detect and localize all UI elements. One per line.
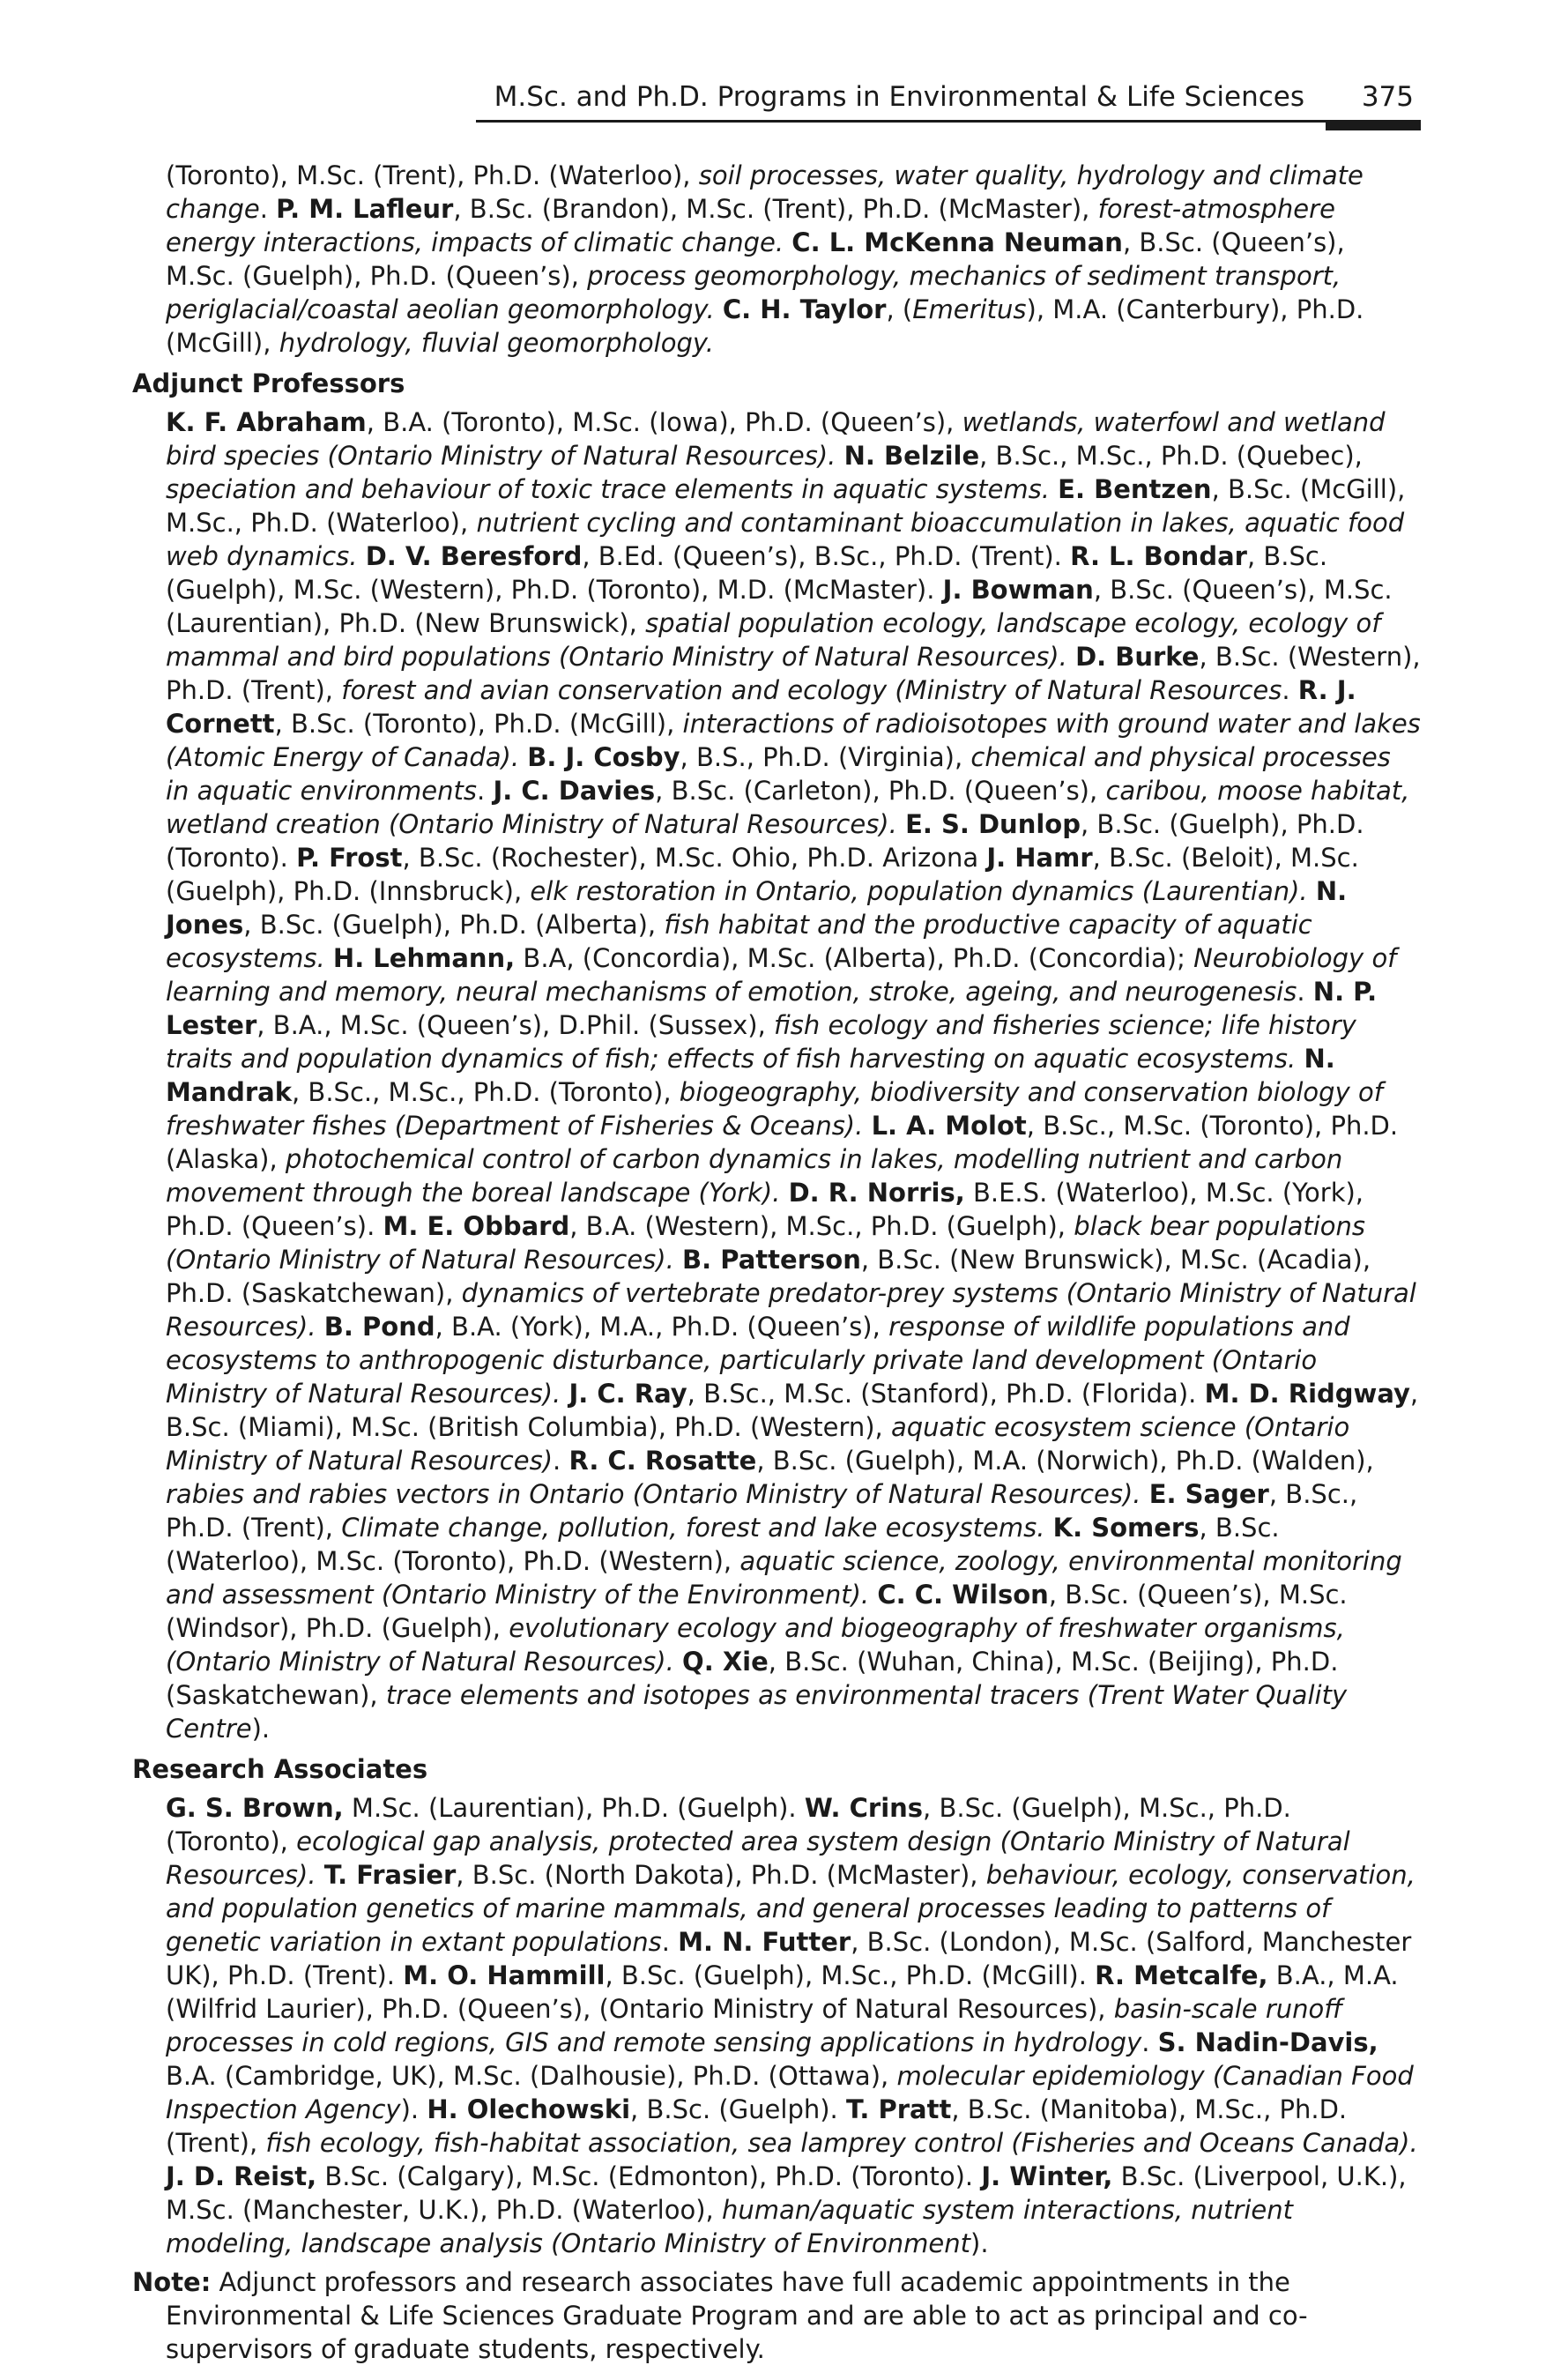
person-name: J. C. Ray [568,1379,687,1409]
credentials-text: M.Sc. (Laurentian), Ph.D. (Guelph). [343,1793,805,1823]
credentials-text: . [1141,2027,1158,2057]
research-interest: Climate change, pollution, forest and lake ecosystems. [341,1513,1045,1543]
person-name: J. Winter, [981,2161,1113,2191]
research-associates-paragraph [166,1791,1421,2260]
credentials-text: , B.Sc., M.Sc., Ph.D. (Toronto), [292,1077,680,1107]
person-name: E. S. Dunlop [905,809,1081,839]
person-name: C. H. Taylor [722,294,887,324]
research-interest: fish ecology and fisheries science; life history traits and population dynamics of fish; effects of fish harvesting on aquatic ecosystems. [166,1010,1356,1074]
person-name: B. Patterson [682,1245,861,1275]
research-interest: aquatic ecosystem science (Ontario Ministry of Natural Resources) [166,1412,1350,1476]
credentials-text: , B.A., M.Sc. (Queen’s), D.Phil. (Sussex), [256,1010,775,1040]
credentials-text: ). [970,2228,989,2258]
research-interest: fish habitat and the productive capacity of aquatic ecosystems. [166,910,1312,973]
credentials-text [674,1245,682,1275]
person-name: T. Pratt [846,2094,952,2124]
credentials-text: , B.Sc. (Miami), M.Sc. (British Columbia), Ph.D. (Western), [166,1379,1419,1442]
person-name: T. Frasier [323,1860,457,1890]
research-interest: Emeritus [912,294,1027,324]
running-header-title: M.Sc. and Ph.D. Programs in Environmental & Life Sciences [494,81,1304,113]
research-associates-heading: Research Associates [132,1754,428,1784]
credentials-text: , B.Sc. (London), M.Sc. (Salford, Manchester UK), Ph.D. (Trent). [166,1927,1412,1990]
research-interest: aquatic science, zoology, environmental monitoring and assessment (Ontario Ministry of the Environment). [166,1546,1402,1610]
credentials-text: , B.Sc. (McGill), M.Sc., Ph.D. (Waterloo), [166,474,1406,538]
credentials-text: B.A., M.A. (Wilfrid Laurier), Ph.D. (Queen’s), (Ontario Ministry of Natural Resources), [166,1960,1399,2024]
person-name: N. Jones [166,876,1348,940]
person-name: J. C. Davies [493,776,656,806]
person-name: M. O. Hammill [403,1960,606,1990]
person-name: R. C. Rosatte [568,1446,757,1476]
person-name: N. Mandrak [166,1044,1335,1107]
credentials-text: , ( [886,294,913,324]
research-interest: molecular epidemiology (Canadian Food Inspection Agency [166,2061,1414,2124]
credentials-text: . [1282,675,1298,705]
credentials-text [897,809,905,839]
person-name: S. Nadin-Davis, [1157,2027,1378,2057]
credentials-text: , B.Sc. (Queen’s), M.Sc. (Guelph), Ph.D. (Queen’s), [166,227,1345,291]
credentials-text: , B.Sc. (Guelph). [630,2094,846,2124]
credentials-text [316,1312,324,1342]
research-interest: forest and avian conservation and ecology (Ministry of Natural Resources [341,675,1282,705]
person-name: P. Frost [296,843,403,873]
credentials-text: , B.Sc. (Brandon), M.Sc. (Trent), Ph.D. (McMaster), [453,194,1098,224]
credentials-text: . [661,1927,679,1957]
research-interest: photochemical control of carbon dynamics in lakes, modelling nutrient and carbon movement through the boreal landscape (York). [166,1144,1343,1208]
research-interest: ecological gap analysis, protected area system design (Ontario Ministry of Natural Resources). [166,1826,1350,1890]
credentials-text [325,943,333,973]
person-name: G. S. Brown, [166,1793,344,1823]
person-name: L. A. Molot [871,1111,1027,1141]
credentials-text: . [1297,977,1313,1007]
research-interest: dynamics of vertebrate predator-prey systems (Ontario Ministry of Natural Resources). [166,1278,1416,1342]
credentials-text: , B.Sc., M.Sc. (Toronto), Ph.D. (Alaska), [166,1111,1399,1174]
research-interest: hydrology, fluvial geomorphology. [279,328,715,358]
research-interest: fish ecology, fish-habitat association, sea lamprey control (Fisheries and Oceans Canada). [265,2128,1418,2158]
credentials-text: , B.Sc. (Toronto), Ph.D. (McGill), [274,709,683,739]
research-interest: process geomorphology, mechanics of sediment transport, periglacial/coastal aeolian geomorphology. [166,261,1341,324]
person-name: P. M. Lafleur [276,194,454,224]
person-name: R. J. Cornett [166,675,1356,739]
research-interest: wetlands, waterfowl and wetland bird species (Ontario Ministry of Natural Resources). [166,407,1386,471]
note-label: Note: [132,2267,212,2297]
person-name: D. V. Beresford [365,541,583,571]
research-interest: response of wildlife populations and ecosystems to anthropogenic disturbance, particularly private land development (Ontario Ministry of Natural Resources). [166,1312,1350,1409]
research-interest: black bear populations (Ontario Ministry of Natural Resources). [166,1211,1366,1275]
person-name: H. Olechowski [427,2094,631,2124]
person-name: K. F. Abraham [166,407,367,437]
credentials-text: , B.Sc. (Carleton), Ph.D. (Queen’s), [655,776,1106,806]
credentials-text [869,1580,877,1610]
person-name: R. Metcalfe, [1095,1960,1268,1990]
person-name: J. Hamr [986,843,1093,873]
credentials-text [784,227,791,257]
research-interest: human/aquatic system interactions, nutrient modeling, landscape analysis (Ontario Ministry of Environment [166,2195,1293,2258]
person-name: K. Somers [1052,1513,1200,1543]
credentials-text: , B.A. (Toronto), M.Sc. (Iowa), Ph.D. (Queen’s), [366,407,962,437]
credentials-text [674,1647,682,1677]
note-text: Adjunct professors and research associates have full academic appointments in the Environmental & Life Sciences Graduate Program and are able to act as principal and co-supervisors of graduate students, respectively. [166,2267,1308,2364]
person-name: N. P. Lester [166,977,1378,1040]
credentials-text: . [553,1446,569,1476]
credentials-text [316,1860,324,1890]
person-name: M. D. Ridgway [1204,1379,1410,1409]
adjunct-professors-paragraph [166,405,1421,1745]
page-number: 375 [1361,81,1414,113]
credentials-text [1044,1513,1052,1543]
research-interest: soil processes, water quality, hydrology and climate change [166,160,1364,224]
credentials-text: ). [400,2094,427,2124]
credentials-text: , B.Sc. (North Dakota), Ph.D. (McMaster), [456,1860,986,1890]
research-interest: basin-scale runoff processes in cold regions, GIS and remote sensing applications in hydrology [166,1994,1343,2057]
credentials-text: , B.Sc. (Guelph), M.Sc. (Western), Ph.D. (Toronto), M.D. (McMaster). [166,541,1328,605]
person-name: M. E. Obbard [383,1211,570,1241]
credentials-text [863,1111,871,1141]
credentials-text [1141,1479,1149,1509]
credentials-text: , B.Sc. (Rochester), M.Sc. Ohio, Ph.D. Arizona [402,843,987,873]
credentials-text: , B.S., Ph.D. (Virginia), [680,742,971,772]
credentials-text: , B.Sc., Ph.D. (Trent), [166,1479,1358,1543]
person-name: E. Bentzen [1058,474,1212,504]
research-interest: Neurobiology of learning and memory, neural mechanisms of emotion, stroke, ageing, and neurogenesis [166,943,1397,1007]
credentials-text: , B.Sc. (Wuhan, China), M.Sc. (Beijing), Ph.D. (Saskatchewan), [166,1647,1339,1710]
credentials-text [780,1178,788,1208]
research-interest: rabies and rabies vectors in Ontario (Ontario Ministry of Natural Resources). [166,1479,1141,1509]
credentials-text: B.E.S. (Waterloo), M.Sc. (York), Ph.D. (Queen’s). [166,1178,1364,1241]
credentials-text: , B.Sc. (Beloit), M.Sc. (Guelph), Ph.D. (Innsbruck), [166,843,1359,906]
credentials-text: B.Sc. (Calgary), M.Sc. (Edmonton), Ph.D. (Toronto). [316,2161,982,2191]
credentials-text: , B.Sc. (Queen’s), M.Sc. (Laurentian), Ph.D. (New Brunswick), [166,575,1393,638]
research-interest: trace elements and isotopes as environmental tracers (Trent Water Quality Centre [166,1680,1348,1744]
credentials-text: , B.A. (York), M.A., Ph.D. (Queen’s), [435,1312,889,1342]
person-name: B. J. Cosby [527,742,680,772]
adjunct-professors-heading: Adjunct Professors [132,368,405,398]
running-header [0,78,1421,127]
credentials-text: B.A, (Concordia), M.Sc. (Alberta), Ph.D. (Concordia); [515,943,1194,973]
credentials-text: ), M.A. (Canterbury), Ph.D. (McGill), [166,294,1364,358]
credentials-text: . [477,776,494,806]
credentials-text: , B.Sc., M.Sc. (Stanford), Ph.D. (Florida). [687,1379,1205,1409]
credentials-text: , B.Sc. (Guelph), Ph.D. (Alberta), [243,910,665,940]
note-paragraph [132,2265,1421,2366]
credentials-text: B.Sc. (Liverpool, U.K.), M.Sc. (Manchester, U.K.), Ph.D. (Waterloo), [166,2161,1407,2225]
research-interest: nutrient cycling and contaminant bioaccumulation in lakes, aquatic food web dynamics. [166,508,1405,571]
credentials-text: , B.Sc. (Guelph), M.Sc., Ph.D. (McGill). [605,1960,1096,1990]
credentials-text [1308,876,1316,906]
research-interest: forest-atmosphere energy interactions, impacts of climatic change. [166,194,1335,257]
credentials-text: , B.Sc., M.Sc., Ph.D. (Quebec), [979,441,1363,471]
credentials-text [715,294,723,324]
person-name: B. Pond [323,1312,435,1342]
credentials-text: , B.Sc. (Manitoba), M.Sc., Ph.D. (Trent), [166,2094,1348,2158]
person-name: E. Sager [1148,1479,1269,1509]
header-tab-bar [1326,122,1421,130]
person-name: J. Bowman [942,575,1094,605]
person-name: Q. Xie [682,1647,769,1677]
header-rule [476,120,1421,123]
research-interest: caribou, moose habitat, wetland creation (Ontario Ministry of Natural Resources). [166,776,1410,839]
person-name: H. Lehmann, [332,943,516,973]
credentials-text: , B.Ed. (Queen’s), B.Sc., Ph.D. (Trent). [582,541,1071,571]
credentials-text: B.A. (Cambridge, UK), M.Sc. (Dalhousie), Ph.D. (Ottawa), [166,2061,897,2091]
page-body [132,159,1421,2366]
person-name: C. L. McKenna Neuman [791,227,1123,257]
faculty-continued-paragraph [166,159,1421,360]
person-name: C. C. Wilson [877,1580,1049,1610]
person-name: J. D. Reist, [166,2161,317,2191]
credentials-text: , B.Sc. (Guelph), M.Sc., Ph.D. (Toronto), [166,1793,1291,1856]
person-name: W. Crins [804,1793,924,1823]
credentials-text [519,742,527,772]
research-interest: spatial population ecology, landscape ecology, ecology of mammal and bird populations (Ontario Ministry of Natural Resources). [166,608,1381,672]
credentials-text: (Toronto), M.Sc. (Trent), Ph.D. (Waterloo), [166,160,699,190]
research-interest: speciation and behaviour of toxic trace elements in aquatic systems. [166,474,1050,504]
credentials-text: , B.Sc. (Queen’s), M.Sc. (Windsor), Ph.D. (Guelph), [166,1580,1348,1643]
credentials-text [1067,642,1075,672]
person-name: D. R. Norris, [788,1178,965,1208]
credentials-text: , B.Sc. (Western), Ph.D. (Trent), [166,642,1421,705]
research-interest: interactions of radioisotopes with ground water and lakes (Atomic Energy of Canada). [166,709,1421,772]
research-interest: behaviour, ecology, conservation, and population genetics of marine mammals, and general processes leading to patterns of genetic variation in extant populations [166,1860,1416,1957]
research-interest: biogeography, biodiversity and conservation biology of freshwater fishes (Department of Fisheries & Oceans). [166,1077,1383,1141]
person-name: D. Burke [1075,642,1200,672]
credentials-text: , B.Sc. (Guelph), M.A. (Norwich), Ph.D. (Walden), [756,1446,1374,1476]
credentials-text: ). [251,1714,271,1744]
research-interest: elk restoration in Ontario, population dynamics (Laurentian). [530,876,1308,906]
credentials-text: , B.Sc. (New Brunswick), M.Sc. (Acadia), Ph.D. (Saskatchewan), [166,1245,1371,1308]
credentials-text: , B.A. (Western), M.Sc., Ph.D. (Guelph), [569,1211,1074,1241]
credentials-text [1050,474,1058,504]
credentials-text: . [259,194,277,224]
person-name: N. Belzile [843,441,980,471]
credentials-text: , B.Sc. (Guelph), Ph.D. (Toronto). [166,809,1364,873]
research-interest: chemical and physical processes in aquatic environments [166,742,1391,806]
person-name: M. N. Futter [678,1927,851,1957]
credentials-text [836,441,843,471]
credentials-text: , B.Sc. (Waterloo), M.Sc. (Toronto), Ph.D. (Western), [166,1513,1280,1576]
credentials-text [358,541,366,571]
person-name: R. L. Bondar [1070,541,1247,571]
research-interest: evolutionary ecology and biogeography of freshwater organisms, (Ontario Ministry of Natural Resources). [166,1613,1345,1677]
